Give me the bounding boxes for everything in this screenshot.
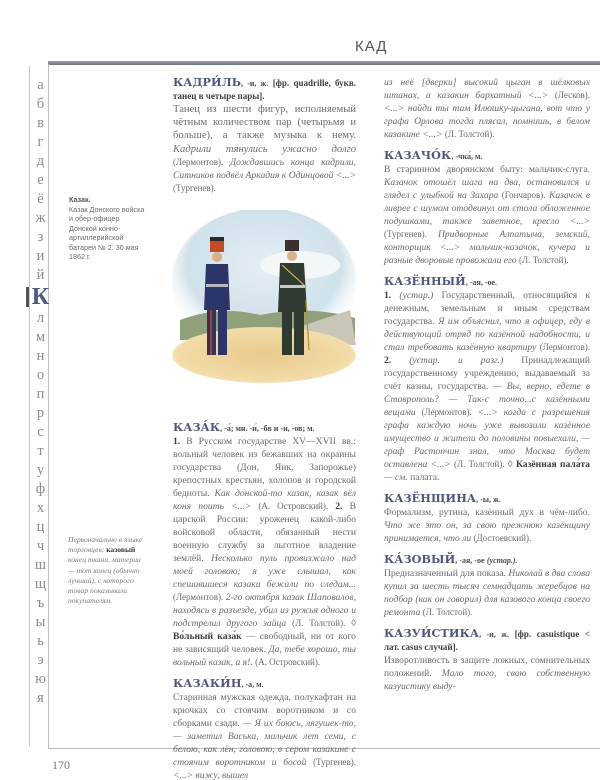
example: — Вы, верно, едете в Ставрополь? — Так-с точно...с казёнными вещами: [384, 381, 590, 418]
running-head: КАД: [355, 38, 388, 55]
caption-title: Казак.: [69, 195, 91, 204]
source: (Лермонтов).: [173, 591, 224, 602]
alphabet-letter[interactable]: е: [37, 172, 44, 188]
headword: КАЗАЧО́К: [384, 148, 452, 162]
headword: КАЗА́К: [173, 419, 221, 434]
alphabet-letter[interactable]: и: [36, 248, 45, 264]
alphabet-letter[interactable]: з: [37, 229, 44, 245]
source: (Достоевский).: [473, 533, 532, 543]
phrase-definition: — свободный, ни от кого не зависящий человек.: [173, 630, 356, 655]
source: (Лермонтов).: [539, 342, 590, 352]
source: (Тургенев).: [384, 229, 427, 239]
alphabet-letter[interactable]: й: [36, 267, 45, 283]
example: Что же это он, за свою прежнюю казёнщину принимается, что ли: [384, 520, 590, 544]
headword: КАЗУИ́СТИКА: [384, 626, 480, 640]
page-number: 170: [52, 758, 70, 772]
alphabet-letter[interactable]: д: [36, 153, 45, 169]
alphabet-letter[interactable]: ч: [36, 538, 45, 554]
example: Придворные Алпатыча, земский, конторщик <...> мальчик-казачок, кучера и разные дворовые провожали его: [384, 229, 590, 266]
entry-kazovy: [384, 553, 590, 619]
example: 2-го октября казак Шаповалов, находясь в разъезде, убил из ружья одного и подстрелил другого зайца: [173, 591, 356, 629]
alphabet-letter[interactable]: ш: [34, 557, 47, 573]
definition: Танец из шести фигур, исполняемый чётным количеством пар (четырьмя и больше), а также музыка к нему.: [173, 104, 356, 142]
sidenote-before: Первоначально в языке торговцев:: [68, 535, 143, 555]
alphabet-letter[interactable]: ц: [36, 519, 45, 535]
grammar: , -чка́, м.: [451, 152, 483, 161]
source: (А. Островский).: [258, 500, 329, 511]
example: из неё [дверки] высокий цыган в шёлковых штанах, а казакин бархатный <...>: [384, 77, 590, 101]
cross-reference-link[interactable]: палата.: [410, 472, 440, 483]
definition: Государственный, относящийся к денежным, земельным и иным средствам государства.: [384, 290, 591, 327]
alphabet-letter[interactable]: п: [36, 386, 45, 402]
source: (Тургенев).: [173, 182, 216, 193]
example: <...> когда с разрешения графа каждую ночь уже вывозили казённое имущество и жители до половины повыехали, — граф Растопчин знал, что Москва будет оставлена <...>: [384, 407, 590, 470]
example: Мало того, свою собственную казуистику выду-: [384, 668, 590, 692]
etymology: [фр. casuistique < лат. casus случай].: [384, 629, 591, 652]
diamond-icon: ◊: [507, 459, 513, 470]
sense-number: 2.: [335, 500, 343, 512]
alphabet-letter[interactable]: э: [37, 652, 44, 668]
sense-number: 2.: [384, 355, 392, 366]
definition: Старинная мужская одежда, полукафтан на крючках со стоячим воротником и со сборками сзади.: [173, 691, 356, 729]
definition: Формализм, рутина, казённый дух в чём-либо.: [384, 507, 590, 518]
headword: КАЗАКИ́Н: [173, 675, 242, 690]
sidenote-term: казовый: [106, 545, 136, 555]
source: (Гончаров).: [501, 190, 546, 200]
cross-reference-label: — см.: [384, 472, 408, 483]
column-left: [173, 76, 356, 780]
alphabet-letter[interactable]: б: [36, 96, 45, 112]
alphabet-letter[interactable]: в: [37, 115, 44, 131]
example: Казачок в ливрее с шумом отодвинул от стола обложенное подушками, также заветное, кресло <...>: [384, 190, 590, 227]
definition: Предназначенный для показа.: [384, 568, 506, 579]
example: Дождавшись конца кадрили, Ситников подвёл Аркадия к Одинцовой <...>: [173, 156, 356, 181]
alphabet-letter[interactable]: ю: [35, 671, 46, 687]
example: — Я их боюсь, лягушек-то, — заметил Васька, мальчик лет семи, с белою, как лён, головою, в сером казакине с стоячим воротником и босой: [173, 717, 357, 768]
entry-kazenshchina: [384, 492, 590, 545]
alphabet-letter[interactable]: я: [37, 690, 44, 706]
entry-kazachok: [384, 149, 590, 267]
alphabet-letter[interactable]: н: [36, 348, 45, 364]
source: (Л. Толстой).: [444, 129, 495, 139]
alphabet-letter[interactable]: о: [36, 367, 45, 383]
etymology: [фр. quadrille, букв. танец в четыре пары].: [173, 78, 356, 101]
grammar: , -ая, -ое.: [465, 278, 498, 287]
example: Да, тебе хорошо, ты вольный казак, а я!.: [173, 643, 356, 668]
source: (Л. Толстой).: [292, 617, 346, 628]
entry-kazakin: [173, 677, 356, 780]
caption-text: Казак Донского войска и обер-офицер Донской конно-артиллерийской батареи № 2. 30 мая 1862 г.: [69, 204, 145, 261]
definition: Изворотливость в защите ложных, сомнительных положений.: [384, 655, 590, 679]
definition: В старинном дворянском быту: мальчик-слуга.: [384, 164, 590, 175]
alphabet-index: [29, 66, 51, 746]
source: (Л. Толстой).: [454, 459, 505, 469]
sidenote-after: конец ткани, материи — тот конец (обычно лучший), с которого товар показывали покупателям.: [68, 555, 141, 606]
alphabet-letter[interactable]: ь: [37, 633, 44, 649]
illustration-caption: [69, 195, 149, 262]
alphabet-letter[interactable]: ё: [37, 191, 44, 207]
alphabet-letter[interactable]: с: [37, 424, 44, 440]
grammar: , -ая, -ое: [455, 556, 485, 565]
illustration-spacer: [173, 203, 356, 421]
phrase: Во́льный каза́к: [173, 630, 242, 642]
grammar: , -а, м.: [241, 679, 264, 689]
example: Несколько пуль провизжало над моей головою; я уже слышал, как спешившиеся казаки бежали по следам...: [173, 552, 356, 590]
entry-kazuistika: [384, 627, 590, 693]
column-right: [384, 76, 590, 701]
usage-label: (устар.).: [486, 556, 518, 565]
example: Казачок отошёл шага на два, остановился и глядел с улыбкой на Захара: [384, 177, 590, 201]
alphabet-letter[interactable]: л: [36, 310, 45, 326]
source: (Лермонтов).: [421, 407, 472, 417]
source: (Тургенев).: [313, 756, 356, 767]
alphabet-letter[interactable]: т: [37, 443, 44, 459]
entry-kadril: [173, 76, 356, 195]
usage-label: (устар.): [399, 290, 434, 301]
side-note: [68, 535, 148, 606]
alphabet-letter[interactable]: у: [36, 462, 45, 478]
entry-kazakin-continued: [384, 76, 590, 141]
alphabet-letter[interactable]: х: [36, 500, 45, 516]
grammar: , -а́; мн. -и́, -бв и -и, -ов; м.: [220, 423, 315, 433]
source: (А. Островский).: [255, 656, 321, 667]
grammar: , -ы, ж.: [476, 495, 501, 504]
example: Как донской-то казак, казак вёл коня поить <...>: [173, 487, 356, 512]
alphabet-letter[interactable]: ы: [35, 614, 46, 630]
alphabet-letter[interactable]: м: [35, 329, 46, 345]
entry-kazenny: [384, 275, 590, 484]
example: Я им объяснил, что я офицер, еду в действующий отряд по казённой надобности, и стал требовать казённую квартиру: [384, 316, 590, 353]
alphabet-letter[interactable]: ф: [35, 481, 46, 497]
headword: КАЗЁНЩИНА: [384, 491, 477, 505]
grammar: , -и, ж.: [241, 79, 269, 88]
example: <...> найди ты там Илюшку-цыгана, вот что у графа Орлова тогда плясал, помнишь, в белом казакине <...>: [384, 103, 590, 140]
phrase: Казённая пала́та: [515, 459, 590, 470]
example: <...> вижу, вышел: [173, 769, 249, 780]
definition: В Русском государстве XV—XVII вв.: вольный человек из бежавших на окраины государства (Дон, Яик, Запорожье) крепостных крестьян, холопов и городской бедноты.: [173, 435, 356, 499]
alphabet-letter[interactable]: ъ: [36, 595, 45, 611]
alphabet-letter[interactable]: р: [36, 405, 45, 421]
usage-label: (устар. и разг.): [409, 355, 504, 366]
source: (Лермонтов).: [173, 156, 224, 167]
alphabet-letter[interactable]: К: [31, 284, 50, 310]
sense-number: 1.: [384, 290, 392, 301]
headword: КАДРИ́ЛЬ: [173, 75, 242, 89]
alphabet-letter[interactable]: а: [37, 77, 44, 93]
definition: Принадлежащий государственному учреждению, выдаваемый за счёт казны, государства.: [384, 355, 591, 392]
example: Кадрили тянулись ужасно долго: [173, 143, 356, 155]
headword: КА́ЗОВЫЙ: [384, 552, 456, 566]
alphabet-letter[interactable]: щ: [34, 576, 47, 592]
entry-kazak: [173, 421, 356, 669]
source: (Л. Толстой).: [422, 607, 473, 617]
grammar: , -и, ж.: [479, 630, 509, 639]
sense-number: 1.: [173, 435, 181, 447]
source: (Лесков).: [554, 90, 590, 100]
definition: В царской России: уроженец какой-либо войсковой области, обязанный нести военную службу за льготное владение землёй.: [173, 500, 356, 564]
alphabet-letter[interactable]: ж: [35, 210, 46, 226]
alphabet-letter[interactable]: г: [37, 134, 44, 150]
source: (Л. Толстой).: [519, 255, 569, 265]
headword: КАЗЁННЫЙ: [384, 274, 466, 288]
diamond-icon: ◊: [351, 617, 356, 629]
example: Николай в два слова купил за шесть тысяч семнадцать жеребцов на подбор (как он говорил) для казового конца своего ремонта: [384, 568, 590, 618]
